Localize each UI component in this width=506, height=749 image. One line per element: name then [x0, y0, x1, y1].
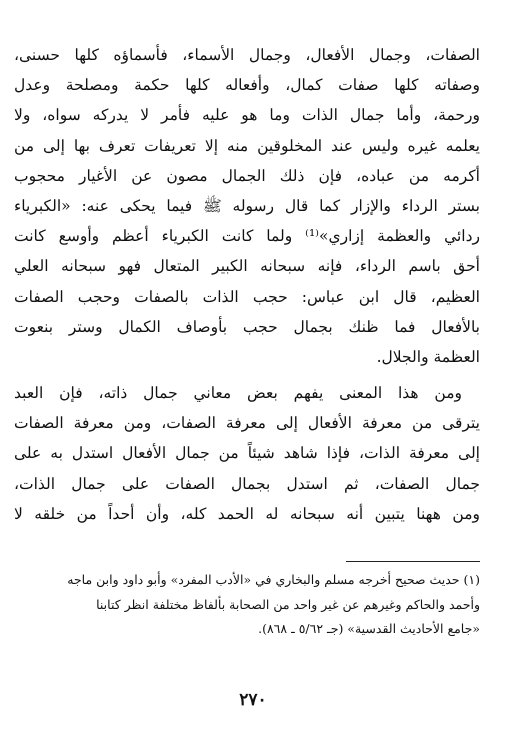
text-line: العظيم، قال ابن عباس: حجب الذات بالصفات وحجب الصفات	[14, 287, 480, 306]
footnote-separator	[346, 561, 480, 562]
page-number: ٢٧٠	[239, 690, 267, 710]
text-line: بالأفعال فما ظنك بجمال حجب بأوصاف الكمال وستر بنعوت	[14, 317, 480, 336]
text-line: العظمة والجلال.	[376, 347, 480, 366]
text-line: ردائي والعظمة إزاري»⁽¹⁾ ولما كانت الكبرياء أعظم وأوسع كانت	[14, 227, 480, 246]
footnote-line: (١) حديث صحيح أخرجه مسلم والبخاري في «الأدب المفرد» وأبو داود وابن ماجه	[67, 572, 480, 587]
text-line: يترقى من معرفة الأفعال إلى معرفة الصفات، ومن معرفة الصفات	[14, 414, 480, 433]
text-line: إلى معرفة الذات، فإذا شاهد شيئاً من جمال الأفعال استدل به على	[14, 444, 480, 463]
text-line: أكرمه من عباده، فإن ذلك الجمال مصون عن الأغيار محجوب	[14, 166, 480, 185]
text-line: ورحمة، وأما جمال الذات وما هو عليه فأمر لا يدركه سواه، ولا	[14, 106, 480, 125]
text-line: أحق باسم الرداء، فإنه سبحانه الكبير المتعال فهو سبحانه العلي	[14, 257, 480, 276]
text-line: ومن هذا المعنى يفهم بعض معاني جمال ذاته، فإن العبد	[14, 384, 462, 403]
text-line: جمال الصفات، ثم استدل بجمال الصفات على جمال الذات،	[14, 474, 480, 493]
footnote-line: وأحمد والحاكم وغيرهم عن غير واحد من الصحابة بألفاظ مختلفة انظر كتابنا	[96, 596, 480, 612]
footnote-line: «جامع الأحاديث القدسية» (جـ ٥/٦٢ ـ ٨٦٨).	[258, 621, 480, 636]
text-line: ومن ههنا يتبين أنه سبحانه له الحمد كله، وأن أحداً من خلقه لا	[14, 504, 480, 523]
text-line: الصفات، وجمال الأفعال، وجمال الأسماء، فأسماؤه كلها حسنى،	[14, 46, 480, 64]
text-line: وصفاته كلها صفات كمال، وأفعاله كلها حكمة ومصلحة وعدل	[14, 76, 480, 95]
main-text	[14, 40, 480, 529]
text-line: بستر الرداء والإزار كما قال رسوله ﷺ فيما يحكى عنه: «الكبرياء	[14, 196, 480, 215]
text-line: يعلمه غيره وليس عند المخلوقين منه إلا تعريفات تعرف بها إلى من	[14, 136, 480, 155]
footnotes	[22, 568, 480, 642]
